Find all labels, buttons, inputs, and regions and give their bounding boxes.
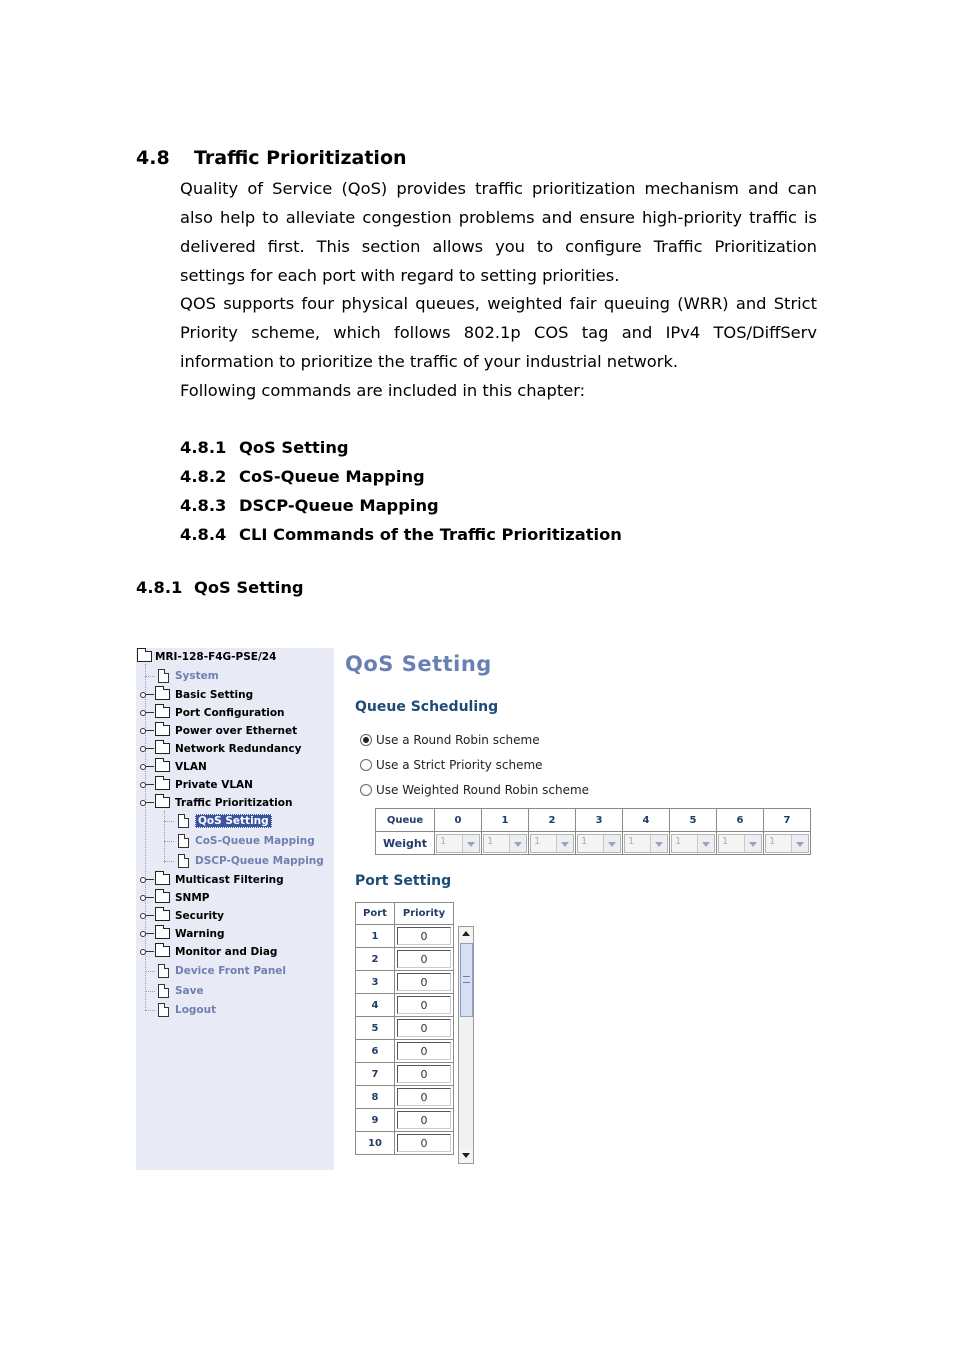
weight-select-q4[interactable] <box>624 834 668 853</box>
page-icon <box>178 814 189 828</box>
section-number: 4.8 <box>136 147 170 169</box>
queue-scheduling-heading: Queue Scheduling <box>355 699 499 715</box>
tree-label: Port Configuration <box>175 707 285 719</box>
tree-root-label: MRI-128-F4G-PSE/24 <box>155 651 277 663</box>
page-icon <box>158 984 169 998</box>
queue-header-row <box>376 809 811 832</box>
tree-label-selected: QoS Setting <box>195 814 272 828</box>
toc-title: DSCP-Queue Mapping <box>239 496 439 515</box>
priority-input[interactable]: 0 <box>397 1019 451 1037</box>
table-row <box>356 971 454 994</box>
commands-paragraph: Following commands are included in this chapter: <box>180 381 586 400</box>
queue-number: 5 <box>670 809 717 832</box>
weight-select-q3[interactable] <box>577 834 621 853</box>
queue-number: 2 <box>529 809 576 832</box>
panel-title: QoS Setting <box>345 652 492 676</box>
toc-item <box>180 433 622 462</box>
port-number: 4 <box>356 994 395 1017</box>
priority-input[interactable]: 0 <box>397 996 451 1014</box>
tree-label: VLAN <box>175 761 207 773</box>
toc-title: CoS-Queue Mapping <box>239 467 425 486</box>
port-number: 1 <box>356 925 395 948</box>
queue-number: 7 <box>764 809 811 832</box>
folder-open-icon <box>155 797 170 808</box>
subsection-title: QoS Setting <box>194 578 304 597</box>
folder-icon <box>155 874 170 885</box>
chevron-down-icon <box>650 835 667 852</box>
weight-value: 1 <box>534 835 541 847</box>
priority-input[interactable]: 0 <box>397 1134 451 1152</box>
chevron-down-icon <box>509 835 526 852</box>
port-setting-heading: Port Setting <box>355 873 452 889</box>
chevron-down-icon <box>744 835 761 852</box>
scroll-up-arrow-icon[interactable] <box>459 927 473 941</box>
weight-select-q7[interactable] <box>765 834 809 853</box>
folder-icon <box>155 910 170 921</box>
chevron-down-icon <box>697 835 714 852</box>
folder-icon <box>137 651 152 662</box>
chevron-down-icon <box>603 835 620 852</box>
subsection-number: 4.8.1 <box>136 578 183 597</box>
table-row <box>356 1017 454 1040</box>
priority-input[interactable]: 0 <box>397 1111 451 1129</box>
page-icon <box>178 834 189 848</box>
toc-number: 4.8.3 <box>180 496 227 515</box>
tree-label: Network Redundancy <box>175 743 302 755</box>
weight-value: 1 <box>628 835 635 847</box>
port-number: 7 <box>356 1063 395 1086</box>
radio-label: Use a Round Robin scheme <box>376 733 540 747</box>
toc-number: 4.8.1 <box>180 438 227 457</box>
weight-header: Weight <box>376 832 435 855</box>
chapter-toc <box>180 433 622 549</box>
priority-input[interactable]: 0 <box>397 927 451 945</box>
table-row <box>356 1040 454 1063</box>
folder-icon <box>155 761 170 772</box>
toc-title: CLI Commands of the Traffic Prioritization <box>239 525 622 544</box>
weight-value: 1 <box>675 835 682 847</box>
folder-icon <box>155 892 170 903</box>
scroll-down-arrow-icon[interactable] <box>459 1149 473 1163</box>
tree-label: Traffic Prioritization <box>175 797 293 809</box>
folder-icon <box>155 779 170 790</box>
folder-icon <box>155 707 170 718</box>
toc-item <box>180 462 622 491</box>
tree-label: SNMP <box>175 892 210 904</box>
port-number: 6 <box>356 1040 395 1063</box>
tree-label: Warning <box>175 928 225 940</box>
priority-input[interactable]: 0 <box>397 950 451 968</box>
weight-row <box>376 832 811 855</box>
table-row <box>356 1063 454 1086</box>
tree-label: Basic Setting <box>175 689 254 701</box>
toc-item <box>180 491 622 520</box>
priority-header: Priority <box>395 903 454 925</box>
table-row <box>356 925 454 948</box>
weight-select-q2[interactable] <box>530 834 574 853</box>
intro-paragraph: Quality of Service (QoS) provides traffic prioritization mechanism and can also help to alleviate congestion problems and ensure high-priority traffic is delivered first. This section allows you to configure Traffic Prioritization settings for each port with regard to setting priorities. <box>180 179 817 285</box>
tree-label: Security <box>175 910 225 922</box>
tree-label: Private VLAN <box>175 779 253 791</box>
queue-number: 1 <box>482 809 529 832</box>
table-row <box>356 948 454 971</box>
tree-label: Device Front Panel <box>175 965 287 977</box>
queue-weight-table <box>375 808 811 855</box>
radio-button[interactable] <box>360 784 372 796</box>
toc-number: 4.8.2 <box>180 467 227 486</box>
tree-label: System <box>175 670 219 682</box>
tree-label: Save <box>175 985 204 997</box>
chevron-down-icon <box>462 835 479 852</box>
tree-label: Monitor and Diag <box>175 946 278 958</box>
priority-input[interactable]: 0 <box>397 1042 451 1060</box>
folder-icon <box>155 725 170 736</box>
priority-input[interactable]: 0 <box>397 973 451 991</box>
radio-label: Use a Strict Priority scheme <box>376 758 543 772</box>
tree-label: Power over Ethernet <box>175 725 298 737</box>
page-icon <box>158 964 169 978</box>
weight-select-q6[interactable] <box>718 834 762 853</box>
port-number: 2 <box>356 948 395 971</box>
weight-select-q0[interactable] <box>436 834 480 853</box>
tree-label: CoS-Queue Mapping <box>195 835 315 847</box>
port-number: 10 <box>356 1132 395 1155</box>
table-row <box>356 1086 454 1109</box>
queue-header: Queue <box>376 809 435 832</box>
tree-label: Logout <box>175 1004 217 1016</box>
table-row <box>356 1132 454 1155</box>
toc-title: QoS Setting <box>239 438 349 457</box>
weight-value: 1 <box>487 835 494 847</box>
folder-icon <box>155 743 170 754</box>
section-title: Traffic Prioritization <box>194 147 407 169</box>
qos-screenshot <box>136 648 818 1170</box>
port-table-scrollbar[interactable] <box>458 926 474 1164</box>
page-icon <box>158 669 169 683</box>
port-header: Port <box>356 903 395 925</box>
radio-label: Use Weighted Round Robin scheme <box>376 783 590 797</box>
table-row <box>356 994 454 1017</box>
priority-input[interactable]: 0 <box>397 1088 451 1106</box>
weight-value: 1 <box>769 835 776 847</box>
tree-label: Multicast Filtering <box>175 874 284 886</box>
section-heading <box>136 147 407 169</box>
radio-button[interactable] <box>360 759 372 771</box>
toc-item <box>180 520 622 549</box>
page-icon <box>158 1003 169 1017</box>
toc-number: 4.8.4 <box>180 525 227 544</box>
port-number: 3 <box>356 971 395 994</box>
queue-number: 0 <box>435 809 482 832</box>
port-priority-table <box>355 902 454 1155</box>
port-number: 9 <box>356 1109 395 1132</box>
weight-value: 1 <box>722 835 729 847</box>
weight-select-q5[interactable] <box>671 834 715 853</box>
port-number: 8 <box>356 1086 395 1109</box>
scroll-thumb[interactable] <box>460 943 473 1017</box>
qos-setting-panel <box>344 648 818 1170</box>
queue-number: 4 <box>623 809 670 832</box>
weight-value: 1 <box>440 835 447 847</box>
chevron-down-icon <box>556 835 573 852</box>
port-number: 5 <box>356 1017 395 1040</box>
radio-button-checked[interactable] <box>360 734 372 746</box>
tree-label: DSCP-Queue Mapping <box>195 855 324 867</box>
folder-icon <box>155 946 170 957</box>
page-icon <box>178 854 189 868</box>
folder-icon <box>155 928 170 939</box>
weight-value: 1 <box>581 835 588 847</box>
queue-number: 3 <box>576 809 623 832</box>
table-row <box>356 1109 454 1132</box>
queue-number: 6 <box>717 809 764 832</box>
folder-icon <box>155 689 170 700</box>
port-header-row <box>356 903 454 925</box>
qos-paragraph: QOS supports four physical queues, weighted fair queuing (WRR) and Strict Priority scheme, which follows 802.1p COS tag and IPv4 TOS/DiffServ information to prioritize the traffic of your industrial network. <box>180 294 817 371</box>
navigation-tree <box>136 648 334 1170</box>
subsection-heading <box>136 578 304 597</box>
weight-select-q1[interactable] <box>483 834 527 853</box>
chevron-down-icon <box>791 835 808 852</box>
priority-input[interactable]: 0 <box>397 1065 451 1083</box>
